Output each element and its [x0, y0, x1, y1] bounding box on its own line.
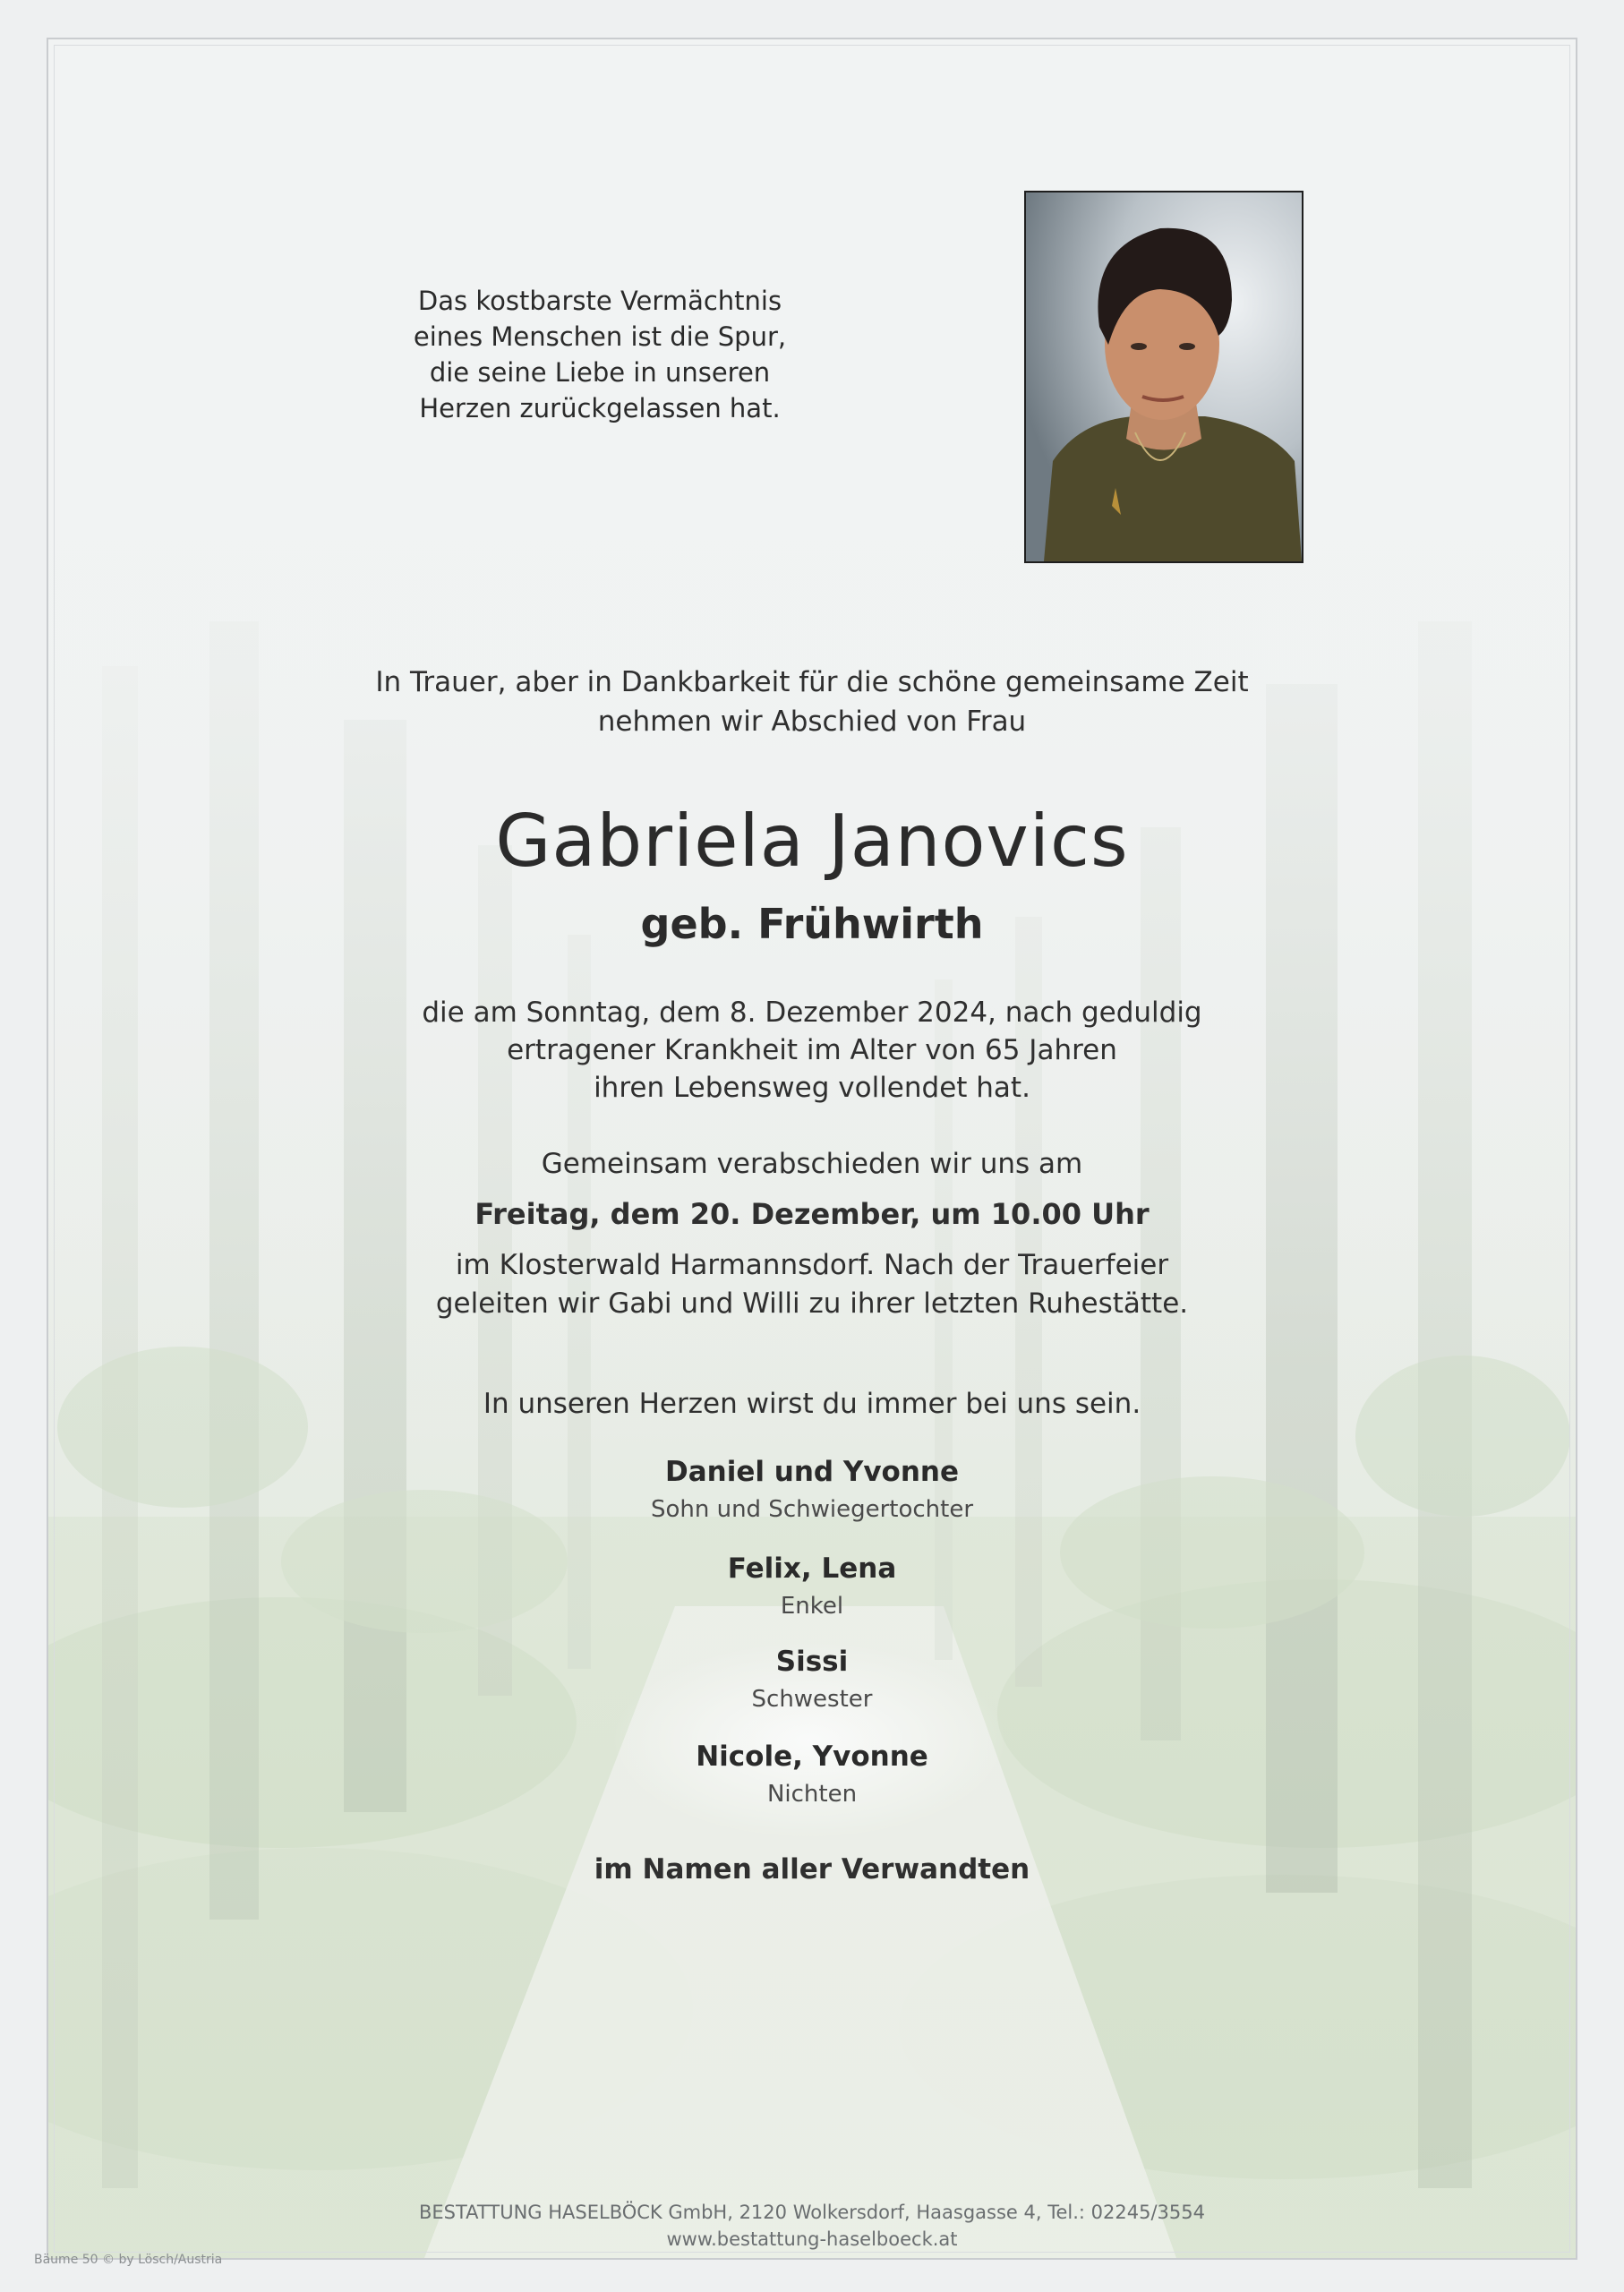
mourner-name: Felix, Lena — [727, 1552, 897, 1585]
verse-line: Das kostbarste Vermächtnis — [417, 286, 782, 316]
portrait-photo — [1024, 191, 1303, 563]
mourner-relation: Schwester — [751, 1686, 873, 1713]
image-credit: Bäume 50 © by Lösch/Austria — [34, 2253, 223, 2267]
mourner-entry — [0, 1549, 1624, 1624]
verse-line: die seine Liebe in unseren — [429, 357, 771, 388]
farewell-date: Freitag, dem 20. Dezember, um 10.00 Uhr — [474, 1197, 1150, 1231]
mourner-entry — [0, 1737, 1624, 1812]
intro-line: nehmen wir Abschied von Frau — [597, 706, 1027, 738]
deceased-name: Gabriela Janovics — [495, 800, 1129, 883]
funeral-home-website[interactable]: www.bestattung-haselboeck.at — [666, 2228, 958, 2250]
farewell-place-line: im Klosterwald Harmannsdorf. Nach der Trauerfeier — [455, 1249, 1169, 1281]
farewell-intro: Gemeinsam verabschieden wir uns am — [541, 1148, 1083, 1180]
intro-line: In Trauer, aber in Dankbarkeit für die schöne gemeinsame Zeit — [375, 666, 1249, 698]
death-notice-line: ertragener Krankheit im Alter von 65 Jahren — [507, 1034, 1117, 1066]
death-notice-line: ihren Lebensweg vollendet hat. — [594, 1072, 1030, 1104]
funeral-home-address: BESTATTUNG HASELBÖCK GmbH, 2120 Wolkersdorf, Haasgasse 4, Tel.: 02245/3554 — [418, 2202, 1205, 2223]
mourner-name: Sissi — [775, 1646, 849, 1678]
verse-line: Herzen zurückgelassen hat. — [419, 393, 781, 423]
closing-line: In unseren Herzen wirst du immer bei uns sein. — [483, 1388, 1141, 1420]
relatives-line: im Namen aller Verwandten — [594, 1853, 1030, 1886]
farewell-place-line: geleiten wir Gabi und Willi zu ihrer letzten Ruhestätte. — [435, 1287, 1189, 1320]
funeral-home-footer — [0, 2199, 1624, 2253]
mourner-relation: Nichten — [766, 1781, 858, 1808]
mourner-name: Nicole, Yvonne — [696, 1740, 928, 1773]
death-notice — [0, 994, 1624, 1107]
intro-text — [0, 663, 1624, 741]
farewell-place — [0, 1246, 1624, 1323]
death-notice-line: die am Sonntag, dem 8. Dezember 2024, nach geduldig — [422, 996, 1202, 1029]
verse-line: eines Menschen ist die Spur, — [413, 321, 787, 352]
mourner-entry — [0, 1642, 1624, 1717]
mourner-name: Daniel und Yvonne — [664, 1456, 960, 1488]
mourner-entry — [0, 1452, 1624, 1527]
maiden-name: geb. Frühwirth — [640, 900, 984, 948]
mourner-relation: Enkel — [780, 1593, 844, 1620]
mourner-relation: Sohn und Schwiegertochter — [650, 1496, 974, 1523]
memorial-verse — [358, 283, 842, 426]
